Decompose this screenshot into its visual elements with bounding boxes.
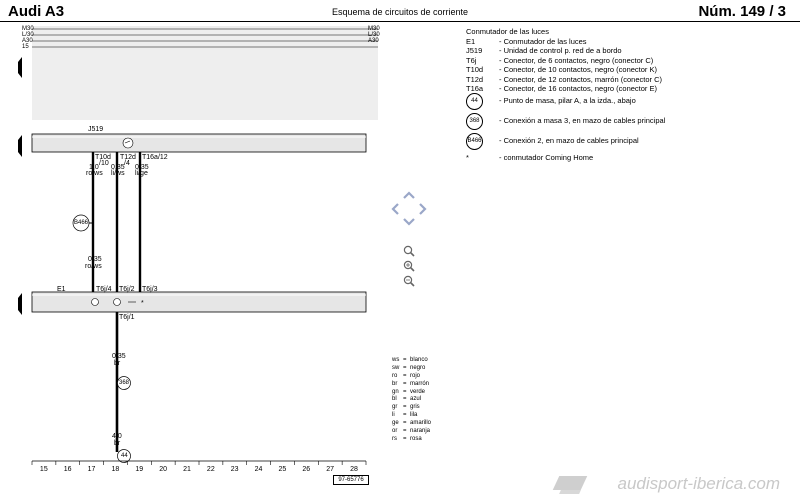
legend-item <box>466 46 786 55</box>
pan-right-icon[interactable] <box>420 204 425 214</box>
bus-label-a30: A30 <box>22 38 33 44</box>
legend-desc: - Conector, de 16 contactos, negro (conector E) <box>499 83 658 93</box>
diagram-subtitle: Esquema de circuitos de corriente <box>331 7 469 17</box>
connection-b466-label: B466 <box>74 220 89 226</box>
color-abbrev: sw <box>392 364 400 371</box>
color-equals: = <box>403 396 407 403</box>
drawing-reference: 97-65776 <box>333 475 369 485</box>
connector-t12d: T12d <box>120 154 136 161</box>
color-name: gris <box>410 404 420 411</box>
legend-desc: - Conector, de 6 contactos, negro (conector C) <box>499 55 654 65</box>
color-name: marrón <box>410 380 430 387</box>
legend-circle: 368 <box>466 113 483 130</box>
ruler-number: 15 <box>39 466 48 473</box>
bus-label-l30-right: L/30 <box>368 32 380 38</box>
color-equals: = <box>403 428 407 435</box>
bus-label-l30: L/30 <box>22 32 34 38</box>
wire-br2-color: br <box>114 440 121 447</box>
connector-t10d: T10d <box>95 154 111 161</box>
legend-item <box>466 93 786 113</box>
color-equals: = <box>403 357 407 363</box>
wire-mid-size: 0,35 <box>88 256 102 263</box>
legend-code: T10d <box>466 65 484 75</box>
switch-e1-label: E1 <box>57 286 66 293</box>
wire-br2-size: 4,0 <box>112 433 122 440</box>
module-j519-label: J519 <box>88 126 104 133</box>
wire-color-2: li/ws <box>111 170 125 177</box>
legend-desc: - Conector, de 10 contactos, negro (conector K) <box>499 65 658 75</box>
legend-code: J519 <box>466 46 483 56</box>
legend-circle: 44 <box>466 93 483 110</box>
e1-pin-1: T6j/1 <box>119 314 135 321</box>
note-mark: * <box>141 300 144 307</box>
color-abbrev: rs <box>392 435 397 442</box>
legend-item <box>466 65 786 74</box>
ruler-number: 27 <box>326 466 334 473</box>
module-j519 <box>32 134 366 152</box>
color-name: rojo <box>410 372 421 379</box>
switch-e1 <box>32 292 366 312</box>
color-name: verde <box>410 388 426 395</box>
color-equals: = <box>403 380 407 387</box>
watermark-text: audisport-iberica.com <box>617 474 780 493</box>
pan-down-icon[interactable] <box>404 219 414 224</box>
legend-desc: - Conexión 2, en mazo de cables principal <box>499 136 639 146</box>
ruler-number: 25 <box>278 466 287 473</box>
color-name: amarillo <box>410 420 432 427</box>
vehicle-title: Audi A3 <box>8 3 65 20</box>
color-equals: = <box>403 364 407 371</box>
legend-panel <box>466 27 786 163</box>
connection-368-label: 368 <box>119 380 130 386</box>
page-number: Núm. 149 / 3 <box>698 3 786 20</box>
legend-code: T6j <box>466 55 477 65</box>
color-name: azul <box>410 396 422 403</box>
wire-mid-color: ro/ws <box>85 263 102 270</box>
color-abbrev: ws <box>392 357 400 363</box>
bus-label-m30-right: M30 <box>368 26 380 32</box>
ruler-number: 19 <box>135 466 144 473</box>
color-abbrev: gn <box>392 388 399 395</box>
color-name: naranja <box>410 428 431 435</box>
legend-desc: - Punto de masa, pilar A, a la izda., abajo <box>499 96 636 106</box>
legend-circle: B466 <box>466 133 483 150</box>
zoom-controls[interactable] <box>404 246 414 286</box>
color-equals: = <box>403 388 407 395</box>
ruler-number: 28 <box>350 466 358 473</box>
legend-item <box>466 56 786 65</box>
color-name: lila <box>410 412 418 419</box>
wire-size-3: 0,35 <box>135 164 149 171</box>
wire-size-1: 1,0 <box>89 164 99 171</box>
bus-arrow-left-icon <box>18 57 22 78</box>
color-equals: = <box>403 404 407 411</box>
legend-heading: Conmutador de las luces <box>466 27 549 36</box>
legend-desc: - Conexión a masa 3, en mazo de cables principal <box>499 116 666 126</box>
color-abbrev: ge <box>392 420 399 427</box>
ruler-number: 23 <box>230 466 239 473</box>
wire-br-size: 0,35 <box>112 353 126 360</box>
legend-code: E1 <box>466 37 476 46</box>
legend-code: * <box>466 153 469 163</box>
ruler-number: 24 <box>254 466 263 473</box>
supply-bus <box>32 26 378 120</box>
ruler-number: 16 <box>63 466 72 473</box>
legend-code: T12d <box>466 74 484 84</box>
legend-desc: - Conector, de 12 contactos, marrón (conector C) <box>499 74 662 84</box>
zoom-out-icon[interactable] <box>404 276 414 286</box>
ground-44-label: 44 <box>121 453 128 459</box>
pan-control[interactable] <box>393 193 425 224</box>
wire-br-color: br <box>114 360 121 367</box>
zoom-reset-icon[interactable] <box>404 261 414 271</box>
pan-left-icon[interactable] <box>393 204 398 214</box>
color-name: negro <box>410 364 426 371</box>
legend-desc: - Unidad de control p. red de a bordo <box>499 46 622 56</box>
legend-item <box>466 133 786 153</box>
wire-color-1: ro/ws <box>86 170 103 177</box>
color-abbrev: li <box>392 412 395 419</box>
color-name: blanco <box>410 357 428 363</box>
legend-item <box>466 113 786 133</box>
pan-up-icon[interactable] <box>404 193 414 198</box>
connector-t16a: T16a/12 <box>142 154 168 161</box>
color-equals: = <box>403 372 407 379</box>
e1-pin-4: T6j/4 <box>96 286 112 293</box>
connector-t12d-pin: /4 <box>124 160 130 167</box>
color-abbrev: br <box>392 380 398 387</box>
j519-arrow-left-icon <box>18 135 22 157</box>
zoom-in-icon[interactable] <box>404 246 414 256</box>
color-equals: = <box>403 412 407 419</box>
color-abbrev: ro <box>392 372 398 379</box>
wire-color-3: li/ge <box>135 170 148 177</box>
color-abbrev: bl <box>392 396 397 403</box>
ruler-number: 22 <box>206 466 215 473</box>
legend-item <box>466 75 786 84</box>
e1-pin-2: T6j/2 <box>119 286 135 293</box>
ruler-number: 20 <box>159 466 167 473</box>
connector-t10d-pin: /10 <box>99 160 109 167</box>
ruler-number: 17 <box>87 466 96 473</box>
color-abbrev: or <box>392 428 398 435</box>
legend-item <box>466 37 786 46</box>
legend-item <box>466 153 786 162</box>
color-name: rosa <box>410 435 422 442</box>
e1-arrow-left-icon <box>18 293 22 315</box>
ruler-number: 18 <box>111 466 120 473</box>
watermark-logo-accent-icon <box>559 490 581 494</box>
legend-desc: - Conmutador de las luces <box>499 37 587 46</box>
wire-size-2: 0,35 <box>111 164 125 171</box>
bus-label-m30: M30 <box>22 26 34 32</box>
ruler-number: 26 <box>302 466 311 473</box>
grid-ruler <box>32 461 366 465</box>
e1-pin-3: T6j/3 <box>142 286 158 293</box>
bus-label-a30-right: A30 <box>368 38 379 44</box>
legend-item <box>466 84 786 93</box>
color-abbrev: gr <box>392 404 398 411</box>
legend-code: T16a <box>466 83 484 93</box>
bus-label-15: 15 <box>22 44 29 50</box>
color-equals: = <box>403 420 407 427</box>
ruler-number: 21 <box>183 466 191 473</box>
legend-desc: - conmutador Coming Home <box>499 153 594 163</box>
color-equals: = <box>403 435 407 442</box>
